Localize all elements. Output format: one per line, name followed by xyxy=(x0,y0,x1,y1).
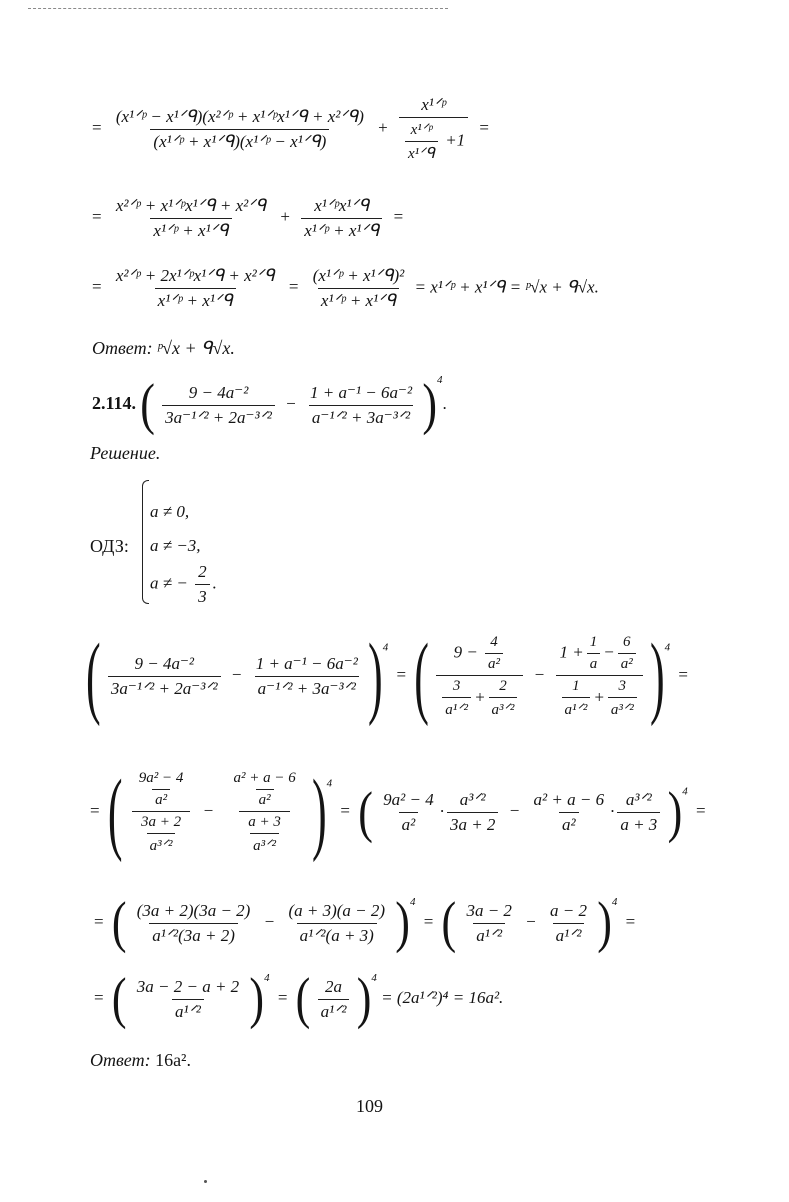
exponent: 4 xyxy=(682,785,688,798)
exponent: 4 xyxy=(409,896,416,908)
fraction xyxy=(531,790,608,835)
left-paren: ( xyxy=(111,890,127,955)
denominator: a² xyxy=(152,789,170,809)
denominator: x¹ᐟᵖ + x¹ᐟᑫ xyxy=(155,288,236,311)
denominator: a² xyxy=(618,653,636,673)
exponent: 4 xyxy=(326,777,333,790)
fraction xyxy=(399,95,468,163)
result: = x¹ᐟᵖ + x¹ᐟᑫ = ᵖ√x + ᑫ√x. xyxy=(414,277,599,297)
denominator: a¹ᐟ² xyxy=(562,697,591,719)
fraction xyxy=(301,196,382,241)
equation-line-3: = $\frac{\text{x²ᐟᵖ + 2x¹ᐟᵖx¹ᐟᑫ + x²ᐟᑫ}}{\text{x¹ᐟᵖ + x¹ᐟᑫ}}$ = $\frac{\text{(x¹ᐟᵖ + x¹ᐟᑫ)²}}{\text{x¹ᐟᵖ + x¹ᐟᑫ}}$ = x¹ᐟᵖ + x¹ᐟᑫ = ᵖ√x + ᑫ√x. xyxy=(92,266,599,310)
fraction xyxy=(285,901,388,946)
numerator: a + 3 xyxy=(248,814,281,830)
condition-3-prefix: a ≠ − xyxy=(150,573,188,593)
minus-sign: − xyxy=(603,642,615,662)
numerator: 4 xyxy=(490,634,498,650)
numerator: 6 xyxy=(622,634,631,650)
numerator: 3a + 2 xyxy=(141,814,182,830)
denominator: $\frac{1}{\text{a¹ᐟ²}}$ + $\frac{3}{\text{a³ᐟ²}}$ xyxy=(556,675,643,719)
solution-step-4: = ( $\frac{3a - 2 - a + 2}{\text{a¹ᐟ²}}$ )$^4$ = ( $\frac{2a}{\text{a¹ᐟ²}}$ )$^4$ = (2a¹ᐟ²)⁴ = 16a². xyxy=(94,966,504,1031)
numerator: 9 − 4a⁻² xyxy=(134,654,195,673)
numerator: 3a − 2 xyxy=(466,900,512,920)
numerator: 9a² − 4 xyxy=(383,790,434,809)
numerator: x¹ᐟᵖ xyxy=(410,122,433,138)
problem-statement: 2.114. ( $\frac{\text{9 − 4a⁻²}}{\text{3a⁻¹ᐟ² + 2a⁻³ᐟ²}}$ − $\frac{\text{1 + a⁻¹ − 6a⁻²}}{\text{a⁻¹ᐟ² + 3a⁻³ᐟ²}}$ )$^4$. xyxy=(92,372,447,437)
nested-fraction xyxy=(618,634,636,673)
numerator: 3 xyxy=(452,678,461,694)
exponent: 4 xyxy=(264,972,270,984)
numerator: 9a² − 4 xyxy=(138,770,184,786)
numerator: x¹ᐟᵖ xyxy=(421,95,446,114)
denominator xyxy=(399,117,468,163)
left-paren: ( xyxy=(414,624,429,727)
nested-fraction xyxy=(485,634,503,673)
nested-fraction xyxy=(562,678,591,719)
fraction xyxy=(130,770,193,855)
left-paren: ( xyxy=(358,780,373,844)
numerator xyxy=(224,770,304,811)
denominator: (x¹ᐟᵖ + x¹ᐟᑫ)(x¹ᐟᵖ − x¹ᐟᑫ) xyxy=(150,129,329,152)
equation-line-1: = $\frac{\text{(x¹ᐟᵖ − x¹ᐟᑫ)(x²ᐟᵖ + x¹ᐟᵖx¹ᐟᑫ + x²ᐟᑫ)}}{\text{(x¹ᐟᵖ + x¹ᐟᑫ)(x¹ᐟᵖ − x¹ᐟᑫ)}}$ + x¹ᐟᵖ $\frac{\text{x¹ᐟᵖ}}{\text{x¹ᐟᑫ}}$ +1 = xyxy=(92,95,490,162)
denominator: 3a + 2 xyxy=(447,812,498,835)
solution-label: Решение. xyxy=(90,443,161,463)
odz-label: ОДЗ: xyxy=(90,536,129,556)
term: 9 − xyxy=(453,642,478,662)
condition-1: a ≠ 0, xyxy=(150,502,190,521)
fraction xyxy=(134,901,254,946)
fraction xyxy=(436,634,523,719)
numerator: 1 xyxy=(572,678,580,694)
numerator: (a + 3)(a − 2) xyxy=(288,900,386,920)
condition-3 xyxy=(150,562,217,607)
solution-step-1: ( $\frac{\text{9 − 4a⁻²}}{\text{3a⁻¹ᐟ² + 2a⁻³ᐟ²}}$ − $\frac{\text{1 + a⁻¹ − 6a⁻²}}{\text{a⁻¹ᐟ² + 3a⁻³ᐟ²}}$ )$^4$ = ( 9 − $\frac{4}{\text{a²}}$ $\frac{3}{\text{a¹ᐟ²}}$ + $\frac{2}{\text{a³ᐟ²}}$ − 1 + $\frac{1}{a}$ − $\frac{6}{\text{a²}}$ $\frac{1}{\text{a¹ᐟ²}}$ + $\frac{3}{\text{a³ᐟ²}}$ )$^4$ = xyxy=(86,624,688,727)
numerator xyxy=(451,634,509,675)
plus-one: +1 xyxy=(445,130,466,150)
right-paren: ) xyxy=(249,966,265,1031)
fraction xyxy=(556,634,643,719)
numerator: a³ᐟ² xyxy=(625,790,652,809)
fraction xyxy=(134,977,242,1022)
numerator: a³ᐟ² xyxy=(459,790,486,809)
fraction xyxy=(447,790,498,835)
answer-label: Ответ: xyxy=(92,338,153,358)
numerator: 1 + a⁻¹ − 6a⁻² xyxy=(309,382,413,402)
denominator: a¹ᐟ²(3a + 2) xyxy=(149,923,238,946)
exponent: 4 xyxy=(436,374,443,386)
nested-fraction xyxy=(405,120,438,163)
numerator xyxy=(556,634,641,675)
problem-number: 2.114. xyxy=(92,393,137,413)
answer-value: ᵖ√x + ᑫ√x. xyxy=(157,338,235,358)
denominator: a³ᐟ² xyxy=(608,697,637,719)
numerator: 1 xyxy=(589,634,598,650)
denominator: 3a⁻¹ᐟ² + 2a⁻³ᐟ² xyxy=(162,405,275,428)
numerator: 2 xyxy=(499,678,507,694)
fraction xyxy=(463,901,514,946)
numerator xyxy=(130,770,193,811)
right-paren: ) xyxy=(649,624,665,727)
numerator: 3a − 2 − a + 2 xyxy=(136,976,240,996)
denominator xyxy=(239,811,290,855)
result: = (2a¹ᐟ²)⁴ = 16a². xyxy=(381,988,504,1007)
right-paren: ) xyxy=(395,890,410,955)
nested-fraction xyxy=(587,634,601,673)
left-paren: ( xyxy=(107,760,123,863)
denominator: a² xyxy=(399,812,419,835)
nested-fraction xyxy=(245,814,284,855)
left-paren: ( xyxy=(441,890,457,955)
denominator: x¹ᐟᵖ + x¹ᐟᑫ xyxy=(150,218,231,241)
denominator: $\frac{3}{\text{a¹ᐟ²}}$ + $\frac{2}{\text{a³ᐟ²}}$ xyxy=(436,675,523,719)
denominator: a xyxy=(587,653,601,673)
exponent: 4 xyxy=(382,641,389,654)
answer-value: 16a². xyxy=(155,1050,191,1070)
denominator: a³ᐟ² xyxy=(250,833,279,855)
nested-fraction xyxy=(608,678,637,719)
denominator: a⁻¹ᐟ² + 3a⁻³ᐟ² xyxy=(255,676,359,699)
nested-fraction xyxy=(442,678,471,719)
right-paren: ) xyxy=(422,372,437,437)
right-paren: ) xyxy=(356,966,372,1031)
answer-line-2 xyxy=(90,1050,191,1071)
denominator: a³ᐟ² xyxy=(489,697,518,719)
fraction xyxy=(318,977,350,1022)
fraction xyxy=(224,770,304,855)
nested-fraction xyxy=(136,770,187,809)
condition-2: a ≠ −3, xyxy=(150,536,201,555)
numerator: (x¹ᐟᵖ + x¹ᐟᑫ)² xyxy=(312,266,405,285)
exponent: 4 xyxy=(664,641,671,654)
denominator: a¹ᐟ² xyxy=(172,999,204,1022)
page-number: 109 xyxy=(356,1096,383,1116)
denominator: 3a⁻¹ᐟ² + 2a⁻³ᐟ² xyxy=(108,676,221,699)
denominator: a² xyxy=(559,812,579,835)
term: 1 + xyxy=(559,642,584,662)
fraction xyxy=(307,383,415,428)
solution-step-2: = ( $\frac{\frac{\text{9a² − 4}}{\text{a²}}}{\frac{3a + 2}{\text{a³ᐟ²}}}$ − $\frac{\frac{\text{a² + a − 6}}{\text{a²}}}{\frac{a + 3}{\text{a³ᐟ²}}}$ )$^4$ = ( $\frac{\text{9a² − 4}}{\text{a²}}$ · $\frac{\text{a³ᐟ²}}{3a + 2}$ − $\frac{\text{a² + a − 6}}{\text{a²}}$ · $\frac{\text{a³ᐟ²}}{a + 3}$ )$^4$ = xyxy=(90,760,706,863)
fraction xyxy=(547,901,590,946)
numerator: (x¹ᐟᵖ − x¹ᐟᑫ)(x²ᐟᵖ + x¹ᐟᵖx¹ᐟᑫ + x²ᐟᑫ) xyxy=(115,106,364,126)
denominator: a¹ᐟ² xyxy=(318,999,350,1022)
denominator: a² xyxy=(256,789,274,809)
left-paren: ( xyxy=(111,966,127,1031)
numerator: x¹ᐟᵖx¹ᐟᑫ xyxy=(314,196,370,215)
fraction xyxy=(310,266,408,311)
fraction xyxy=(108,654,221,699)
condition-3-suffix: . xyxy=(212,573,217,593)
fraction xyxy=(162,383,275,428)
nested-fraction xyxy=(230,770,298,809)
denominator: x¹ᐟᵖ + x¹ᐟᑫ xyxy=(301,218,382,241)
right-paren: ) xyxy=(368,624,383,727)
answer-line-1 xyxy=(92,338,235,359)
numerator: x²ᐟᵖ + x¹ᐟᵖx¹ᐟᑫ + x²ᐟᑫ xyxy=(115,196,267,215)
top-rule xyxy=(28,8,448,9)
right-paren: ) xyxy=(311,760,327,863)
numerator: 2a xyxy=(325,976,343,996)
right-paren: ) xyxy=(597,890,612,955)
left-paren: ( xyxy=(140,372,155,437)
fraction xyxy=(113,107,367,152)
nested-fraction xyxy=(138,814,184,855)
numerator: 1 + a⁻¹ − 6a⁻² xyxy=(255,654,358,673)
fraction xyxy=(253,654,361,699)
numerator: 9 − 4a⁻² xyxy=(188,382,249,402)
left-paren: ( xyxy=(295,966,311,1031)
denominator: a¹ᐟ² xyxy=(553,923,585,946)
answer-label: Ответ: xyxy=(90,1050,151,1070)
system-brace xyxy=(142,480,149,604)
scan-speck xyxy=(204,1180,207,1183)
denominator: x¹ᐟᵖ + x¹ᐟᑫ xyxy=(318,288,399,311)
numerator: 3 xyxy=(618,678,627,694)
fraction xyxy=(113,196,269,241)
denominator: x¹ᐟᑫ xyxy=(405,141,438,163)
numerator: a² + a − 6 xyxy=(533,790,605,809)
numerator: (3a + 2)(3a − 2) xyxy=(136,900,251,920)
denominator: a + 3 xyxy=(617,812,660,835)
numerator: a − 2 xyxy=(550,900,587,920)
numerator: a² + a − 6 xyxy=(233,770,296,786)
denominator: a¹ᐟ²(a + 3) xyxy=(297,923,377,946)
denominator: a¹ᐟ² xyxy=(473,923,505,946)
denominator: 3 xyxy=(195,584,210,607)
left-paren: ( xyxy=(86,624,101,727)
denominator: a⁻¹ᐟ² + 3a⁻³ᐟ² xyxy=(309,405,413,428)
right-paren: ) xyxy=(667,780,683,844)
denominator xyxy=(132,811,190,855)
denominator: a¹ᐟ² xyxy=(442,697,471,719)
fraction xyxy=(380,790,437,835)
numerator: 2 xyxy=(198,562,207,581)
equation-line-2: = $\frac{\text{x²ᐟᵖ + x¹ᐟᵖx¹ᐟᑫ + x²ᐟᑫ}}{\text{x¹ᐟᵖ + x¹ᐟᑫ}}$ + $\frac{\text{x¹ᐟᵖx¹ᐟᑫ}}{\text{x¹ᐟᵖ + x¹ᐟᑫ}}$ = xyxy=(92,196,404,240)
fraction xyxy=(195,562,210,607)
nested-fraction xyxy=(489,678,518,719)
fraction xyxy=(113,266,278,311)
solution-step-3: = ( $\frac{(3a + 2)(3a - 2)}{\text{a¹ᐟ²(3a + 2)}}$ − $\frac{(a + 3)(a - 2)}{\text{a¹ᐟ²(a + 3)}}$ )$^4$ = ( $\frac{3a - 2}{\text{a¹ᐟ²}}$ − $\frac{a - 2}{\text{a¹ᐟ²}}$ )$^4$ = xyxy=(94,890,636,955)
exponent: 4 xyxy=(611,896,618,908)
fraction xyxy=(617,790,660,835)
denominator: a³ᐟ² xyxy=(147,833,176,855)
denominator: a² xyxy=(485,653,503,673)
exponent: 4 xyxy=(371,972,377,984)
numerator: x²ᐟᵖ + 2x¹ᐟᵖx¹ᐟᑫ + x²ᐟᑫ xyxy=(115,266,275,285)
